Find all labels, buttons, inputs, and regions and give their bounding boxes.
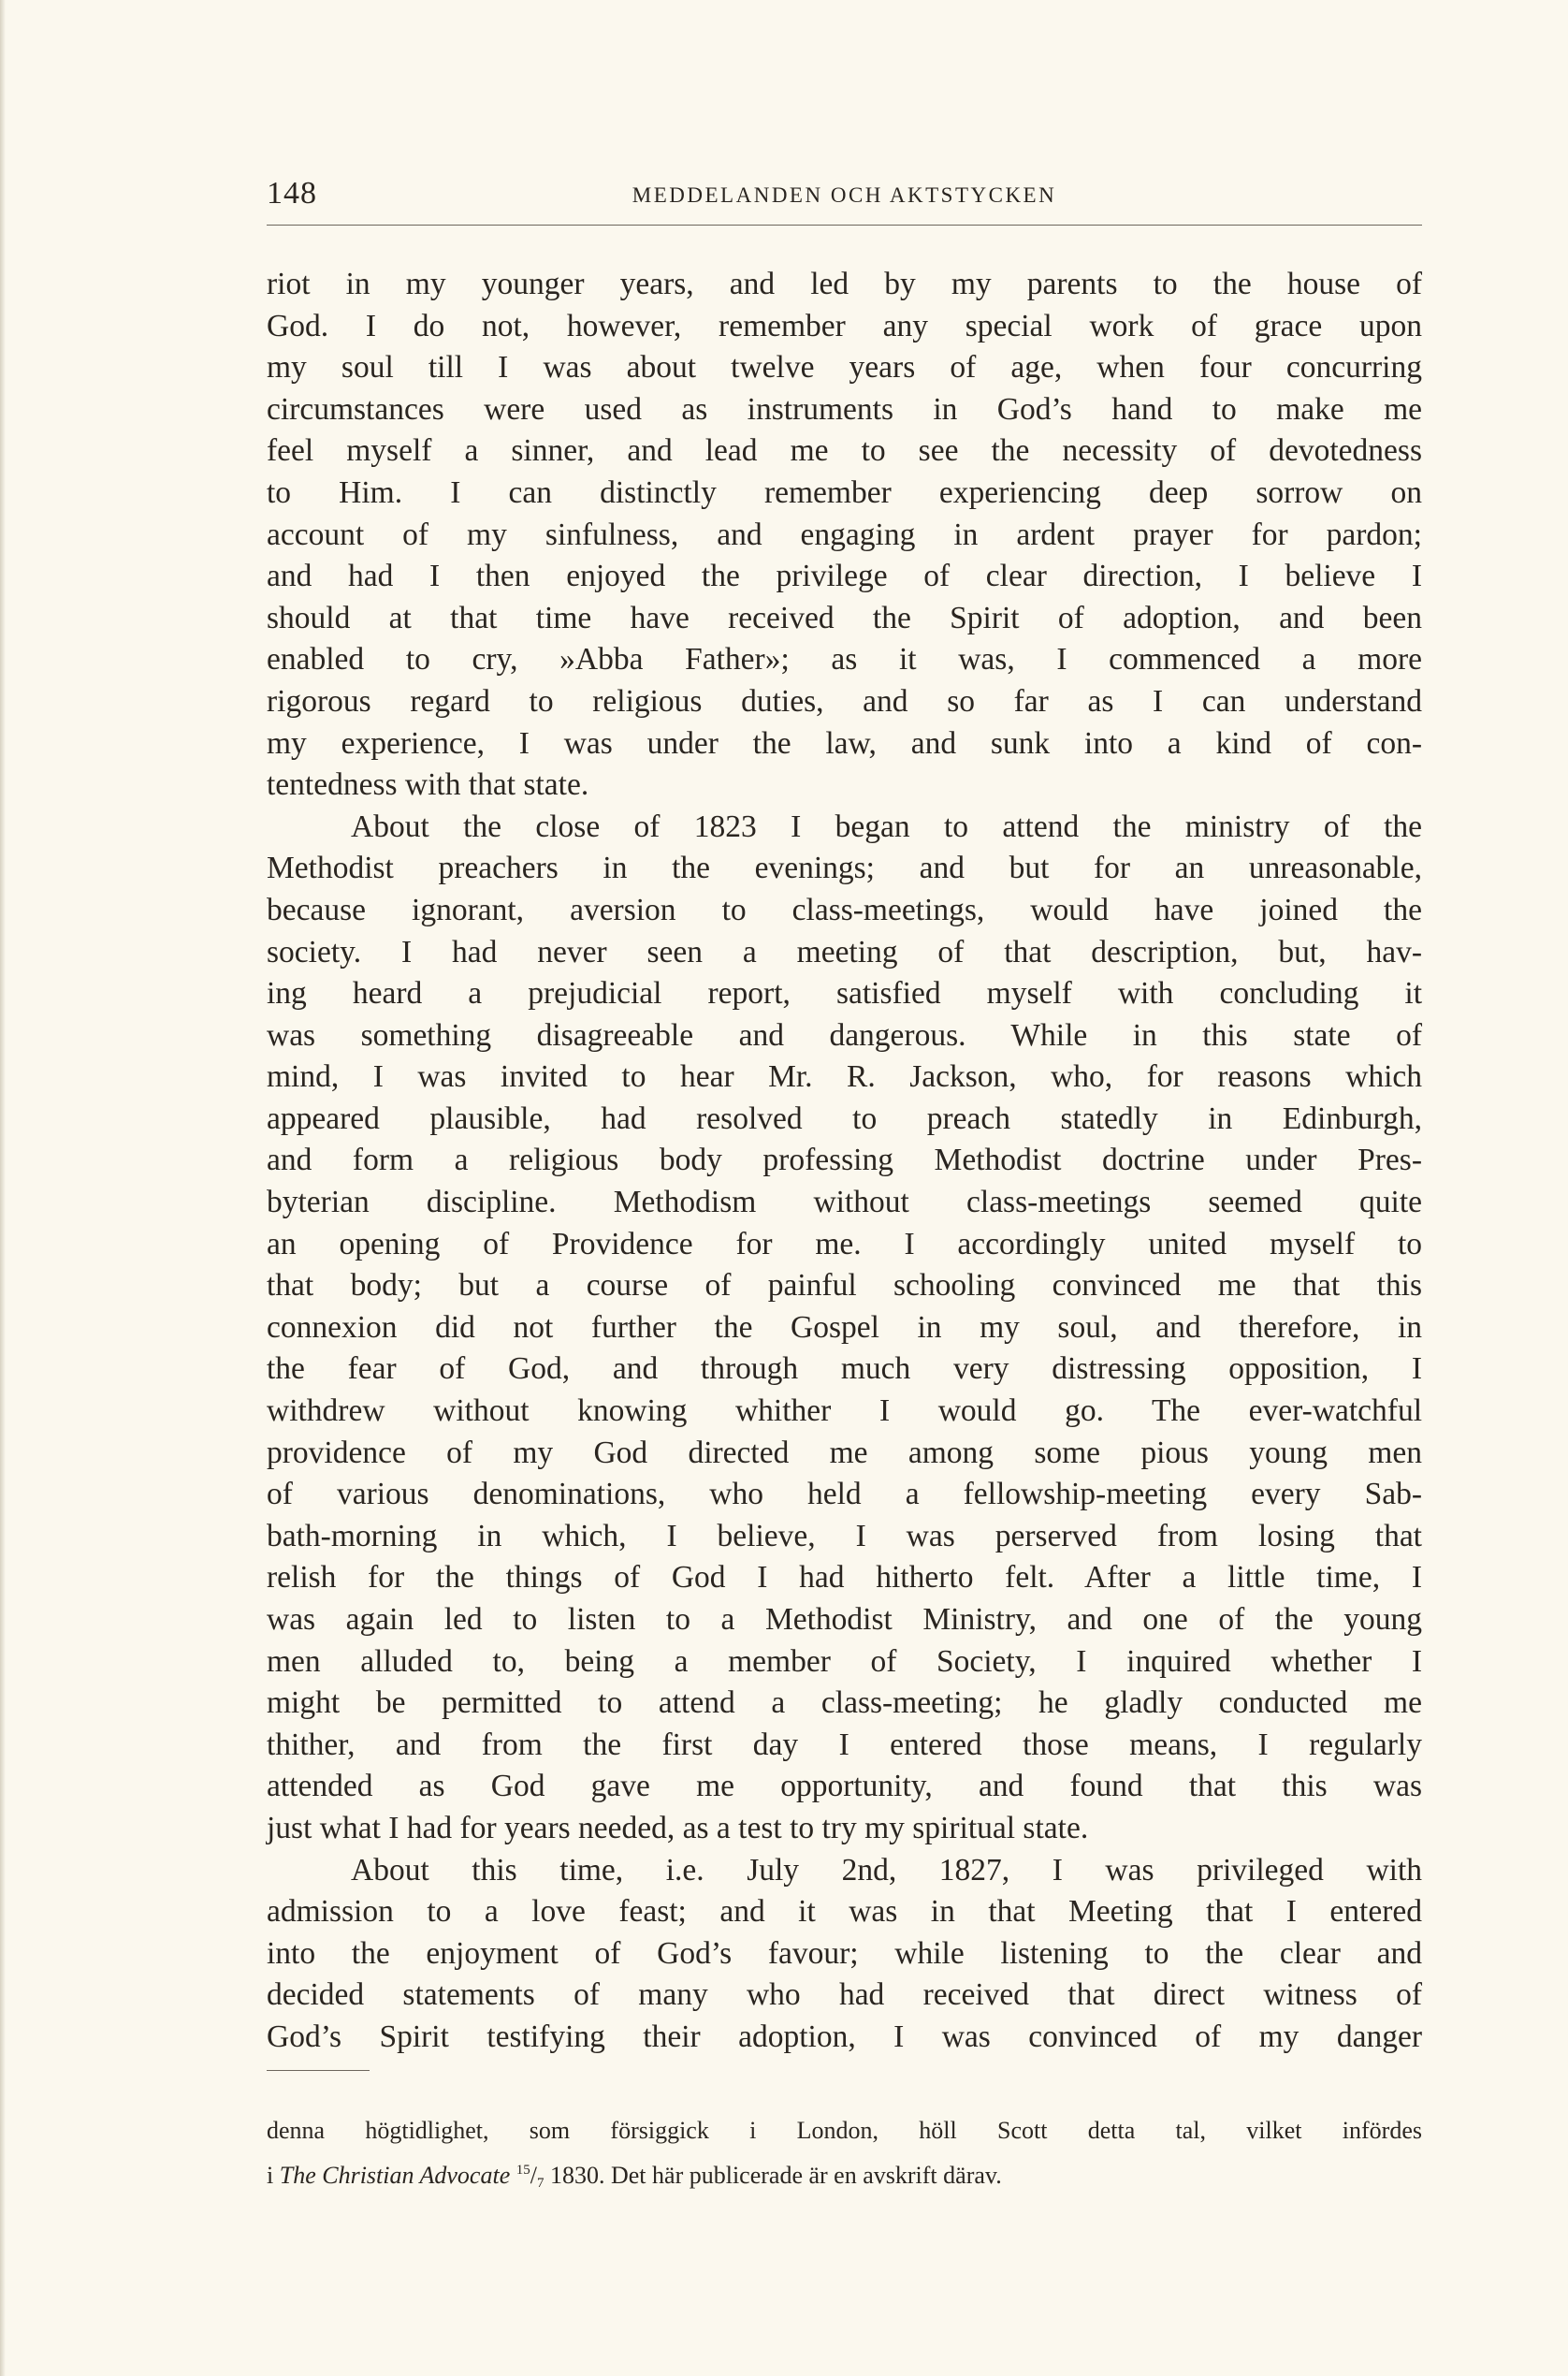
text-line: riot in my younger years, and led by my parents to the house of — [267, 267, 1422, 301]
text-line: might be permitted to attend a class-meeting; he gladly conducted me — [267, 1685, 1422, 1721]
text-line: my experience, I was under the law, and sunk into a kind of con- — [267, 725, 1422, 761]
text-line: that body; but a course of painful schooling convinced me that this — [267, 1268, 1422, 1304]
text-line: tentedness with that state. — [267, 767, 589, 803]
text-line: bath-morning in which, I believe, I was perserved from losing that — [267, 1518, 1422, 1553]
page-number: 148 — [267, 176, 317, 211]
text-line: circumstances were used as instruments in God’s hand to make me — [267, 391, 1422, 427]
text-line: mind, I was invited to hear Mr. R. Jackson, who, for reasons which — [267, 1059, 1422, 1095]
text-line: connexion did not further the Gospel in my soul, and therefore, in — [267, 1309, 1422, 1345]
publication-title: The Christian Advocate — [279, 2162, 511, 2189]
text-line: attended as God gave me opportunity, and found that this was — [267, 1769, 1422, 1804]
text-line: society. I had never seen a meeting of that description, but, hav- — [267, 934, 1422, 969]
text-line: Methodist preachers in the evenings; and but for an unreasonable, — [267, 851, 1422, 886]
text-line: appeared plausible, had resolved to preach statedly in Edinburgh, — [267, 1101, 1422, 1136]
text-line: About this time, i.e. July 2nd, 1827, I was privileged with — [351, 1852, 1422, 1888]
text-line: was again led to listen to a Methodist Ministry, and one of the young — [267, 1602, 1422, 1637]
text-line: an opening of Providence for me. I accordingly united myself to — [267, 1226, 1422, 1261]
body-text — [267, 264, 1422, 2059]
text-line: and form a religious body professing Methodist doctrine under Pres- — [267, 1143, 1422, 1178]
text-line: of various denominations, who held a fellowship-meeting every Sab- — [267, 1477, 1422, 1512]
page-header — [267, 176, 1422, 226]
text-line: enabled to cry, »Abba Father»; as it was, I commenced a more — [267, 642, 1422, 678]
footnote-prefix: i — [267, 2162, 280, 2189]
text-line: and had I then enjoyed the privilege of clear direction, I believe I — [267, 559, 1422, 594]
date-numerator: 15 — [515, 2163, 530, 2178]
text-line: men alluded to, being a member of Society, I inquired whether I — [267, 1643, 1422, 1679]
text-line: byterian discipline. Methodism without class-meetings seemed quite — [267, 1185, 1422, 1220]
text-line: to Him. I can distinctly remember experiencing deep sorrow on — [267, 474, 1422, 510]
date-separator: / — [530, 2162, 537, 2189]
text-line: just what I had for years needed, as a test to try my spiritual state. — [267, 1810, 1089, 1845]
footnote — [267, 2110, 1422, 2204]
text-line: thither, and from the first day I entered those means, I regularly — [267, 1727, 1422, 1762]
text-line: God. I do not, however, remember any special work of grace upon — [267, 308, 1422, 343]
text-line: About the close of 1823 I began to attend the ministry of the — [351, 809, 1422, 844]
text-line: into the enjoyment of God’s favour; while listening to the clear and — [267, 1935, 1422, 1971]
text-line: feel myself a sinner, and lead me to see the necessity of devotedness — [267, 433, 1422, 469]
page-edge — [0, 0, 6, 2376]
text-line: was something disagreeable and dangerous. While in this state of — [267, 1017, 1422, 1053]
text-line: ing heard a prejudicial report, satisfied myself with concluding it — [267, 976, 1422, 1012]
date-denominator: 7 — [536, 2176, 544, 2191]
text-line: withdrew without knowing whither I would go. The ever-watchful — [267, 1393, 1422, 1429]
footnote-line — [267, 2150, 1422, 2204]
text-line: the fear of God, and through much very distressing opposition, I — [267, 1351, 1422, 1387]
text-line: account of my sinfulness, and engaging in ardent prayer for pardon; — [267, 517, 1422, 552]
text-line: providence of my God directed me among some pious young men — [267, 1435, 1422, 1470]
text-line: my soul till I was about twelve years of age, when four concurring — [267, 350, 1422, 386]
running-head: MEDDELANDEN OCH AKTSTYCKEN — [632, 183, 1057, 207]
text-line: because ignorant, aversion to class-meetings, would have joined the — [267, 892, 1422, 927]
footnote-suffix: 1830. Det här publicerade är en avskrift därav. — [544, 2162, 1002, 2189]
footnote-line: denna högtidlighet, som försiggick i London, höll Scott detta tal, vilket infördes — [267, 2117, 1422, 2144]
footnote-rule — [267, 2070, 370, 2071]
text-line: should at that time have received the Spirit of adoption, and been — [267, 600, 1422, 635]
text-line: God’s Spirit testifying their adoption, I was convinced of my danger — [267, 2019, 1422, 2054]
text-line: rigorous regard to religious duties, and so far as I can understand — [267, 683, 1422, 719]
text-line: decided statements of many who had received that direct witness of — [267, 1977, 1422, 2013]
text-line: admission to a love feast; and it was in that Meeting that I entered — [267, 1894, 1422, 1930]
text-line: relish for the things of God I had hitherto felt. After a little time, I — [267, 1560, 1422, 1596]
